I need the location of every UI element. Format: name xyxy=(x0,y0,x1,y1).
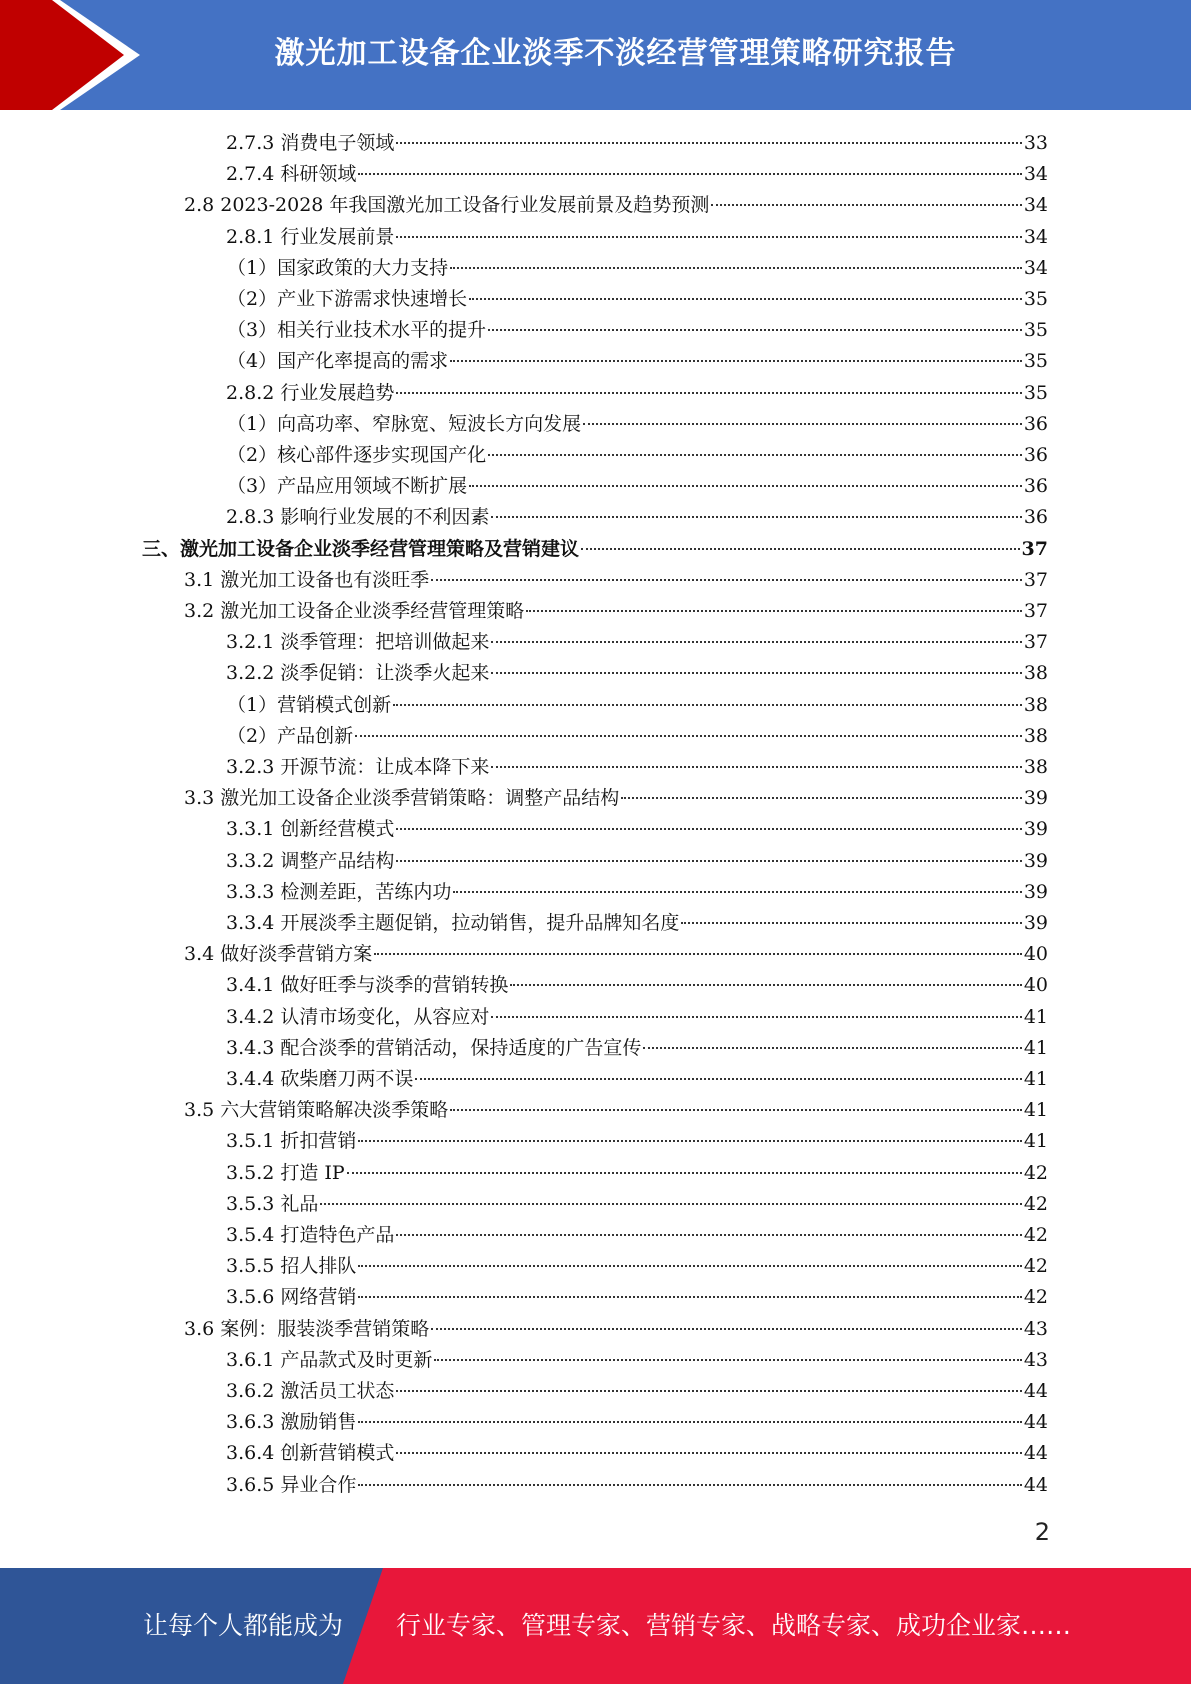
toc-entry[interactable] xyxy=(184,596,1048,626)
toc-entry[interactable] xyxy=(227,721,1048,751)
toc-entry-page: 38 xyxy=(1023,724,1048,747)
toc-entry-title: 3.4.1 做好旺季与淡季的营销转换 xyxy=(226,974,509,997)
toc-entry[interactable] xyxy=(227,471,1048,501)
toc-entry[interactable] xyxy=(142,534,1048,564)
toc-entry-title: （3）产品应用领域不断扩展 xyxy=(227,475,468,498)
toc-dot-leader xyxy=(358,1421,1021,1423)
toc-dot-leader xyxy=(358,1484,1021,1486)
toc-entry-title: （2）产业下游需求快速增长 xyxy=(227,288,468,310)
toc-entry[interactable] xyxy=(226,128,1048,158)
page-number: 2 xyxy=(1034,1518,1050,1546)
toc-entry[interactable] xyxy=(184,1095,1048,1125)
toc-entry-title: 2.7.3 消费电子领域 xyxy=(226,132,395,154)
toc-dot-leader xyxy=(431,579,1022,581)
toc-entry-page: 42 xyxy=(1023,1224,1048,1246)
toc-entry[interactable] xyxy=(226,752,1048,782)
toc-entry-title: 2.7.4 科研领域 xyxy=(226,163,357,186)
toc-entry-page: 37 xyxy=(1021,537,1048,560)
toc-entry-page: 35 xyxy=(1023,350,1048,373)
toc-dot-leader xyxy=(488,454,1022,456)
toc-entry-title: 3.5.3 礼品 xyxy=(226,1192,319,1215)
toc-entry-title: 2.8.2 行业发展趋势 xyxy=(226,381,395,404)
toc-entry[interactable] xyxy=(226,1470,1048,1500)
toc-dot-leader xyxy=(711,204,1021,206)
header-bar xyxy=(0,0,1191,110)
toc-dot-leader xyxy=(374,953,1022,955)
toc-entry[interactable] xyxy=(226,222,1048,252)
toc-entry-title: 2.8.1 行业发展前景 xyxy=(226,225,395,248)
toc-entry[interactable] xyxy=(226,1002,1048,1032)
toc-entry-title: 3.6.4 创新营销模式 xyxy=(226,1442,395,1465)
toc-entry-title: （4）国产化率提高的需求 xyxy=(227,350,449,373)
toc-entry-page: 36 xyxy=(1023,506,1048,529)
toc-entry-title: 3.5.4 打造特色产品 xyxy=(226,1224,395,1246)
footer-slogan-right: 行业专家、管理专家、营销专家、战略专家、成功企业家…… xyxy=(396,1611,1072,1640)
toc-entry-title: 3.2.3 开源节流：让成本降下来 xyxy=(226,756,490,778)
toc-entry-title: 3.2 激光加工设备企业淡季经营管理策略 xyxy=(184,600,525,622)
toc-entry-page: 35 xyxy=(1023,319,1048,342)
toc-entry-title: 3.3 激光加工设备企业淡季营销策略：调整产品结构 xyxy=(184,787,620,810)
toc-entry[interactable] xyxy=(226,502,1048,532)
toc-entry-title: （1）向高功率、窄脉宽、短波长方向发展 xyxy=(227,412,582,435)
toc-dot-leader xyxy=(491,516,1021,518)
toc-entry-title: 3.4.2 认清市场变化，从容应对 xyxy=(226,1005,490,1028)
toc-dot-leader xyxy=(358,173,1021,175)
toc-entry-page: 41 xyxy=(1023,1099,1048,1122)
toc-entry[interactable] xyxy=(226,814,1048,844)
toc-entry[interactable] xyxy=(226,1189,1048,1219)
toc-dot-leader xyxy=(415,1078,1021,1080)
toc-dot-leader xyxy=(396,1390,1021,1392)
toc-entry[interactable] xyxy=(226,1345,1048,1375)
toc-entry[interactable] xyxy=(227,346,1048,376)
toc-entry-title: 3.4.3 配合淡季的营销活动，保持适度的广告宣传 xyxy=(226,1036,642,1059)
toc-dot-leader xyxy=(396,828,1021,830)
toc-entry-title: 3.2.2 淡季促销：让淡季火起来 xyxy=(226,662,490,685)
toc-dot-leader xyxy=(491,1016,1021,1018)
toc-entry-page: 42 xyxy=(1023,1255,1048,1278)
toc-entry[interactable] xyxy=(184,783,1048,813)
toc-entry-page: 34 xyxy=(1023,194,1048,217)
toc-entry-page: 40 xyxy=(1023,943,1048,966)
toc-entry-title: 3.3.2 调整产品结构 xyxy=(226,849,395,872)
toc-entry[interactable] xyxy=(226,378,1048,408)
toc-entry[interactable] xyxy=(226,877,1048,907)
toc-entry-title: （2）产品创新 xyxy=(227,724,354,747)
toc-entry[interactable] xyxy=(184,565,1048,595)
toc-dot-leader xyxy=(396,1234,1021,1236)
toc-dot-leader xyxy=(450,267,1022,269)
toc-entry[interactable] xyxy=(227,409,1048,439)
toc-entry-page: 39 xyxy=(1023,818,1048,841)
toc-entry[interactable] xyxy=(226,1438,1048,1468)
toc-entry-page: 43 xyxy=(1023,1348,1048,1371)
toc-entry-title: 3.1 激光加工设备也有淡旺季 xyxy=(184,568,430,591)
toc-entry-page: 43 xyxy=(1023,1317,1048,1340)
toc-entry-title: 三、激光加工设备企业淡季经营管理策略及营销建议 xyxy=(142,537,580,560)
toc-entry-page: 35 xyxy=(1023,288,1048,310)
toc-entry[interactable] xyxy=(226,1407,1048,1437)
toc-entry-title: 3.5.2 打造 IP xyxy=(226,1161,345,1184)
toc-entry[interactable] xyxy=(227,690,1048,720)
toc-entry-title: （3）相关行业技术水平的提升 xyxy=(227,319,487,342)
toc-entry[interactable] xyxy=(226,159,1048,189)
toc-entry-title: 3.6 案例：服装淡季营销策略 xyxy=(184,1317,430,1340)
toc-entry-page: 42 xyxy=(1023,1161,1048,1184)
toc-entry-title: 2.8.3 影响行业发展的不利因素 xyxy=(226,506,490,529)
toc-entry-title: 3.6.3 激励销售 xyxy=(226,1411,357,1434)
toc-entry-page: 39 xyxy=(1023,880,1048,903)
toc-entry-title: 3.6.1 产品款式及时更新 xyxy=(226,1348,433,1371)
toc-dot-leader xyxy=(491,641,1021,643)
toc-dot-leader xyxy=(488,329,1022,331)
toc-dot-leader xyxy=(358,1140,1021,1142)
toc-dot-leader xyxy=(393,704,1022,706)
toc-dot-leader xyxy=(491,672,1021,674)
footer-slogan-left: 让每个人都能成为 xyxy=(143,1611,344,1640)
toc-entry-page: 39 xyxy=(1023,849,1048,872)
toc-entry-page: 35 xyxy=(1023,381,1048,404)
toc-dot-leader xyxy=(396,236,1021,238)
toc-entry-page: 34 xyxy=(1023,163,1048,186)
toc-entry[interactable] xyxy=(226,658,1048,688)
toc-dot-leader xyxy=(491,766,1021,768)
toc-entry-title: （1）营销模式创新 xyxy=(227,693,392,716)
toc-entry[interactable] xyxy=(226,846,1048,876)
toc-dot-leader xyxy=(510,984,1021,986)
toc-dot-leader xyxy=(431,1328,1022,1330)
toc-entry-title: 3.4.4 砍柴磨刀两不误 xyxy=(226,1068,414,1090)
toc-entry[interactable] xyxy=(226,1282,1048,1312)
toc-entry-page: 42 xyxy=(1023,1192,1048,1215)
toc-entry[interactable] xyxy=(226,1126,1048,1156)
toc-entry-page: 34 xyxy=(1023,225,1048,248)
toc-entry[interactable] xyxy=(226,1033,1048,1063)
toc-entry[interactable] xyxy=(226,1376,1048,1406)
footer-banner xyxy=(0,1568,1191,1684)
toc-entry[interactable] xyxy=(184,190,1048,220)
toc-entry[interactable] xyxy=(227,253,1048,283)
toc-entry[interactable] xyxy=(227,284,1048,314)
toc-entry-page: 37 xyxy=(1023,600,1048,622)
toc-entry-title: 3.3.1 创新经营模式 xyxy=(226,818,395,841)
toc-entry[interactable] xyxy=(227,440,1048,470)
toc-dot-leader xyxy=(621,797,1022,799)
toc-entry-title: （2）核心部件逐步实现国产化 xyxy=(227,444,487,466)
toc-dot-leader xyxy=(583,423,1022,425)
toc-entry[interactable] xyxy=(227,315,1048,345)
toc-entry-page: 37 xyxy=(1023,568,1048,591)
toc-dot-leader xyxy=(526,610,1022,612)
toc-entry-page: 41 xyxy=(1023,1130,1048,1153)
toc-entry-page: 39 xyxy=(1023,787,1048,810)
toc-dot-leader xyxy=(453,891,1021,893)
toc-entry[interactable] xyxy=(184,1314,1048,1344)
toc-entry[interactable] xyxy=(226,1251,1048,1281)
toc-dot-leader xyxy=(681,922,1021,924)
toc-entry-page: 36 xyxy=(1023,475,1048,498)
toc-dot-leader xyxy=(355,735,1022,737)
toc-entry-title: （1）国家政策的大力支持 xyxy=(227,256,449,279)
toc-entry-page: 39 xyxy=(1023,912,1048,934)
toc-dot-leader xyxy=(469,485,1022,487)
toc-entry-page: 33 xyxy=(1023,132,1048,154)
toc-entry-page: 38 xyxy=(1023,693,1048,716)
toc-entry-title: 3.5 六大营销策略解决淡季策略 xyxy=(184,1099,449,1122)
toc-dot-leader xyxy=(469,298,1022,300)
toc-dot-leader xyxy=(396,392,1021,394)
toc-entry-title: 3.3.4 开展淡季主题促销，拉动销售，提升品牌知名度 xyxy=(226,912,680,934)
toc-dot-leader xyxy=(358,1296,1021,1298)
toc-entry-title: 3.5.6 网络营销 xyxy=(226,1286,357,1309)
toc-entry-title: 2.8 2023-2028 年我国激光加工设备行业发展前景及趋势预测 xyxy=(184,194,710,217)
toc-entry-title: 3.5.1 折扣营销 xyxy=(226,1130,357,1153)
toc-entry-title: 3.5.5 招人排队 xyxy=(226,1255,357,1278)
toc-entry-page: 36 xyxy=(1023,444,1048,466)
toc-entry-page: 44 xyxy=(1023,1380,1048,1402)
toc-entry[interactable] xyxy=(226,1158,1048,1188)
toc-dot-leader xyxy=(450,1109,1022,1111)
toc-entry-title: 3.4 做好淡季营销方案 xyxy=(184,943,373,966)
toc-dot-leader xyxy=(643,1047,1021,1049)
toc-dot-leader xyxy=(347,1172,1022,1174)
toc-entry-title: 3.2.1 淡季管理：把培训做起来 xyxy=(226,631,490,654)
toc-entry[interactable] xyxy=(226,970,1048,1000)
toc-entry-page: 38 xyxy=(1023,662,1048,685)
toc-entry[interactable] xyxy=(226,1220,1048,1250)
toc-dot-leader xyxy=(450,360,1022,362)
toc-dot-leader xyxy=(581,548,1020,550)
toc-entry[interactable] xyxy=(226,908,1048,938)
toc-dot-leader xyxy=(358,1265,1021,1267)
toc-dot-leader xyxy=(320,1203,1021,1205)
toc-entry[interactable] xyxy=(184,939,1048,969)
toc-entry-page: 36 xyxy=(1023,412,1048,435)
toc-dot-leader xyxy=(396,142,1021,144)
toc-entry-title: 3.6.2 激活员工状态 xyxy=(226,1380,395,1402)
toc-entry-title: 3.6.5 异业合作 xyxy=(226,1473,357,1496)
toc-entry-page: 41 xyxy=(1023,1036,1048,1059)
toc-entry-page: 40 xyxy=(1023,974,1048,997)
toc-entry-page: 44 xyxy=(1023,1411,1048,1434)
toc-entry-page: 44 xyxy=(1023,1473,1048,1496)
toc-entry[interactable] xyxy=(226,1064,1048,1094)
toc-entry-page: 38 xyxy=(1023,756,1048,778)
toc-dot-leader xyxy=(396,1452,1021,1454)
toc-entry-page: 42 xyxy=(1023,1286,1048,1309)
toc-entry-page: 41 xyxy=(1023,1068,1048,1090)
toc-entry-page: 44 xyxy=(1023,1442,1048,1465)
toc-entry-title: 3.3.3 检测差距，苦练内功 xyxy=(226,880,452,903)
toc-dot-leader xyxy=(434,1359,1021,1361)
toc-entry-page: 34 xyxy=(1023,256,1048,279)
toc-entry[interactable] xyxy=(226,627,1048,657)
toc-entry-page: 41 xyxy=(1023,1005,1048,1028)
toc-dot-leader xyxy=(396,860,1021,862)
toc-entry-page: 37 xyxy=(1023,631,1048,654)
report-title: 激光加工设备企业淡季不淡经营管理策略研究报告 xyxy=(274,36,957,71)
